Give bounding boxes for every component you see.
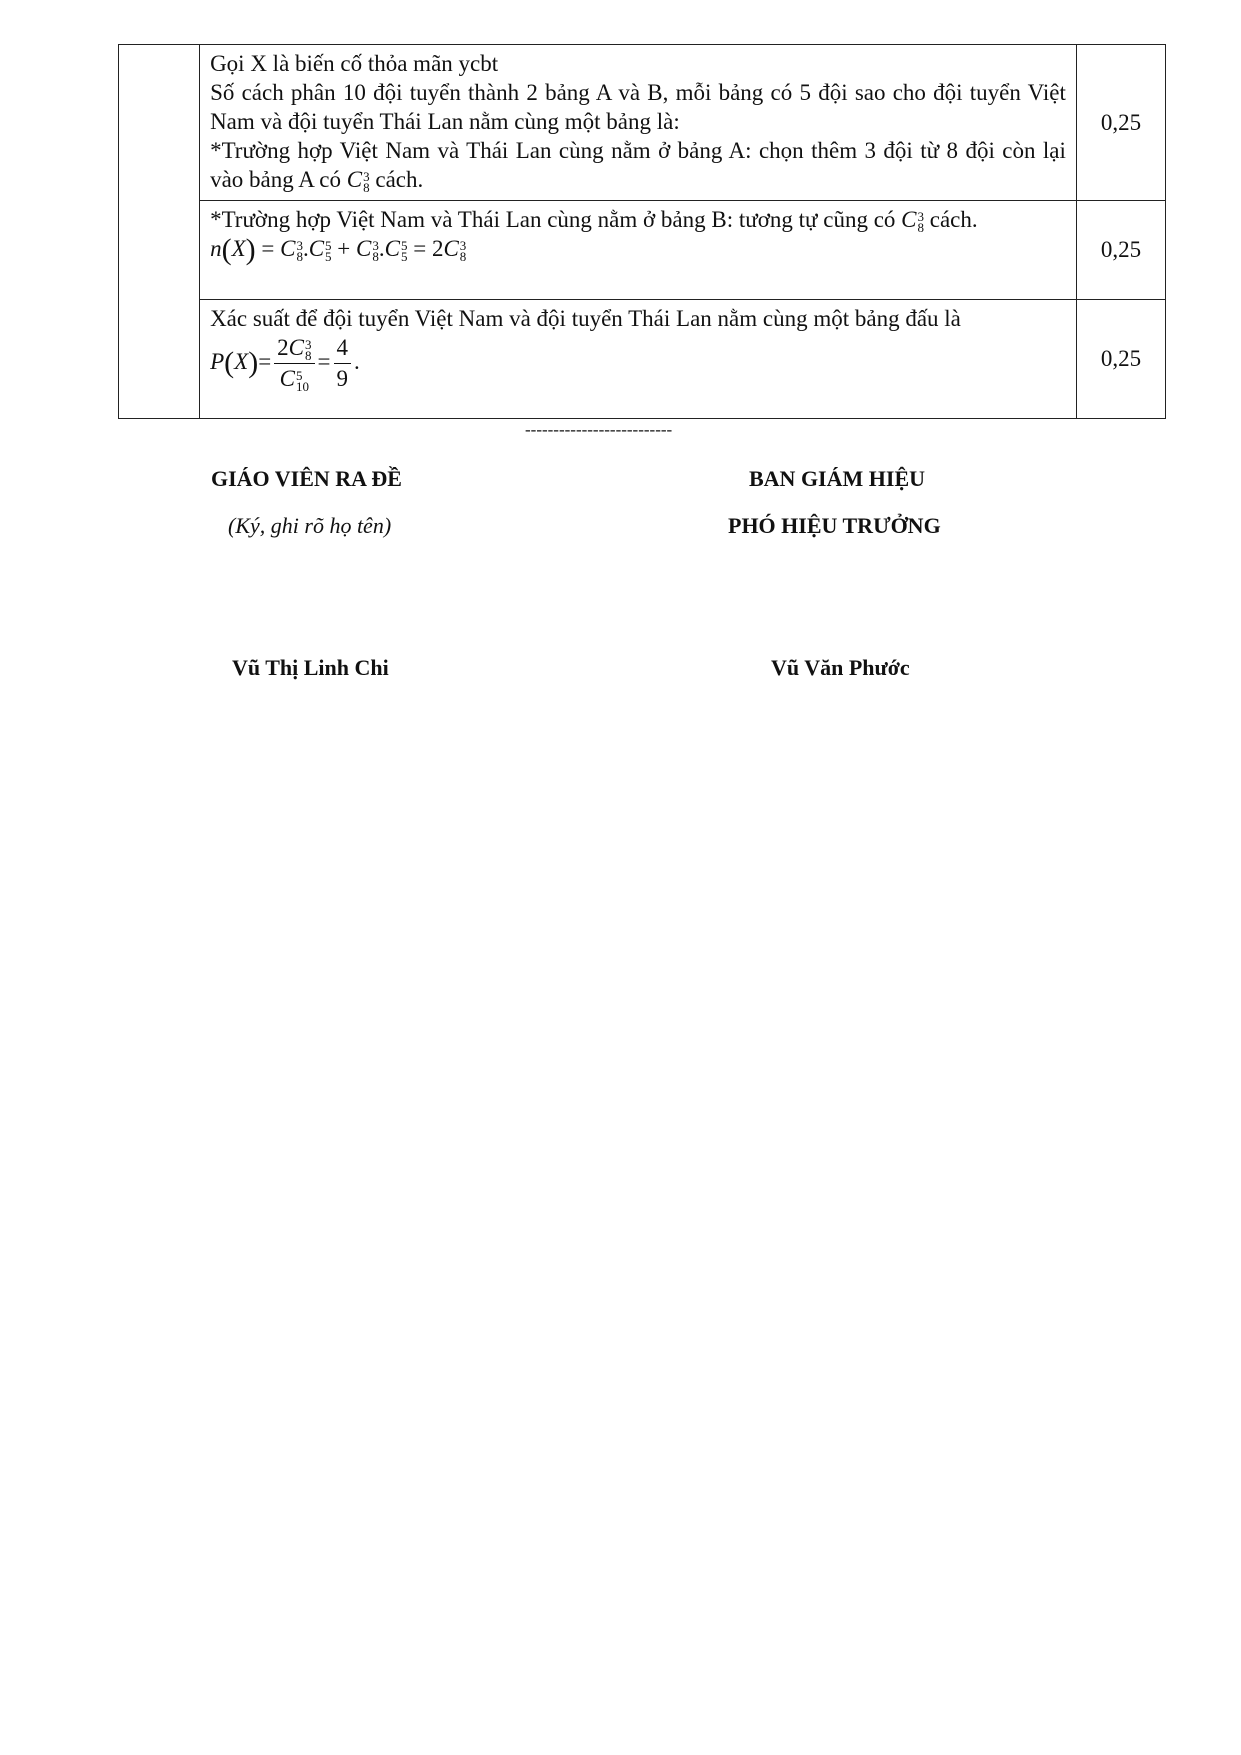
- math-number: 2: [431, 236, 444, 261]
- math-paren: ): [248, 345, 259, 379]
- math-paren: ): [245, 233, 256, 266]
- math-paren: (: [221, 233, 232, 266]
- text-segment: cách.: [375, 167, 424, 192]
- math-symbol: X: [231, 236, 246, 261]
- math-indices: [325, 237, 332, 264]
- separator-line: --------------------------: [525, 420, 673, 439]
- math-operator: .: [302, 236, 309, 261]
- math-number: 2: [277, 335, 289, 360]
- text-line: Gọi X là biến cố thỏa mãn ycbt: [210, 51, 499, 76]
- math-sub: 5: [325, 248, 332, 264]
- score-cell: 0,25: [1076, 201, 1165, 300]
- math-indices: [917, 208, 925, 235]
- table-row: [119, 45, 1166, 201]
- probability-formula: [210, 335, 1066, 392]
- math-sup: 5: [400, 237, 408, 253]
- answer-table: [118, 44, 1166, 419]
- left-signature-name: Vũ Thị Linh Chi: [232, 655, 389, 680]
- text-line: Xác suất để đội tuyển Việt Nam và đội tuyển Thái Lan nằm cùng một bảng đấu là: [210, 306, 961, 331]
- table-row: [119, 201, 1166, 300]
- math-operator: =: [258, 348, 272, 374]
- math-indices: [459, 237, 467, 264]
- math-sup: 3: [917, 208, 925, 224]
- math-indices: [305, 336, 312, 363]
- math-sup: 5: [325, 237, 332, 253]
- math-indices: [400, 237, 408, 264]
- math-indices: [363, 168, 370, 195]
- math-symbol: C: [356, 236, 372, 261]
- math-operator: +: [337, 236, 351, 261]
- math-sub: 8: [372, 248, 379, 264]
- text-line: Số cách phân 10 đội tuyển thành 2 bảng A và B, mỗi bảng có 5 đội sao cho đội tuyển Việt Nam và đội tuyển Thái Lan nằm cùng một bảng là:: [210, 80, 1066, 134]
- math-symbol: C: [288, 335, 305, 360]
- math-sub: 8: [917, 219, 925, 235]
- fraction-denominator: 9: [336, 366, 348, 391]
- right-signature-title: BAN GIÁM HIỆU: [749, 466, 926, 491]
- text-segment: cách.: [929, 207, 978, 232]
- score-cell: 0,25: [1076, 45, 1165, 201]
- math-symbol: C: [308, 236, 325, 261]
- fraction: [274, 335, 314, 392]
- math-symbol: C: [443, 236, 459, 261]
- math-sup: 5: [296, 367, 303, 383]
- text-line: [210, 205, 1066, 234]
- math-sub: 10: [296, 378, 310, 394]
- left-signature-title: GIÁO VIÊN RA ĐỀ: [211, 466, 402, 491]
- math-sub: 8: [363, 179, 370, 195]
- math-operator: =: [413, 236, 427, 261]
- math-operator: =: [317, 348, 331, 374]
- math-sub: 5: [400, 248, 408, 264]
- right-signature-subtitle: PHÓ HIỆU TRƯỞNG: [728, 513, 941, 538]
- table-row: [119, 300, 1166, 419]
- content-cell: [200, 45, 1077, 201]
- math-sup: 3: [459, 237, 467, 253]
- math-symbol: C: [901, 207, 917, 232]
- math-symbol: X: [234, 348, 249, 374]
- math-sup: 3: [363, 168, 370, 184]
- right-signature-name: Vũ Văn Phước: [771, 655, 910, 680]
- left-signature-note: (Ký, ghi rõ họ tên): [228, 513, 392, 538]
- math-operator: .: [378, 236, 385, 261]
- math-symbol: C: [279, 366, 296, 391]
- math-sub: 8: [459, 248, 467, 264]
- content-cell: [200, 300, 1077, 419]
- fraction-numerator: [274, 335, 314, 364]
- combination-formula: [346, 167, 376, 195]
- math-indices: [296, 367, 310, 394]
- math-symbol: C: [346, 167, 363, 192]
- score-cell: 0,25: [1076, 300, 1165, 419]
- content-cell: [200, 201, 1077, 300]
- count-formula: [210, 233, 1066, 266]
- question-number-cell: [119, 45, 200, 419]
- math-sup: 3: [372, 237, 379, 253]
- math-operator: .: [354, 348, 360, 374]
- fraction-numerator: 4: [334, 335, 352, 364]
- fraction-denominator: [274, 364, 314, 392]
- combination-formula: [901, 207, 930, 235]
- math-sub: 8: [305, 347, 312, 363]
- text-segment: *Trường hợp Việt Nam và Thái Lan cùng nằm ở bảng A: chọn thêm 3 đội từ 8 đội còn lại vào bảng A có: [210, 138, 1066, 192]
- math-sup: 3: [296, 237, 303, 253]
- math-symbol: C: [280, 236, 296, 261]
- math-sup: 3: [305, 336, 312, 352]
- text-segment: *Trường hợp Việt Nam và Thái Lan cùng nằm ở bảng B: tương tự cũng có: [210, 207, 896, 232]
- math-symbol: P: [210, 348, 225, 374]
- math-symbol: C: [384, 236, 400, 261]
- text-line: [210, 136, 1066, 194]
- math-paren: (: [224, 345, 235, 379]
- fraction: [334, 335, 352, 392]
- math-sub: 8: [296, 248, 303, 264]
- math-operator: =: [261, 236, 275, 261]
- math-symbol: n: [210, 236, 222, 261]
